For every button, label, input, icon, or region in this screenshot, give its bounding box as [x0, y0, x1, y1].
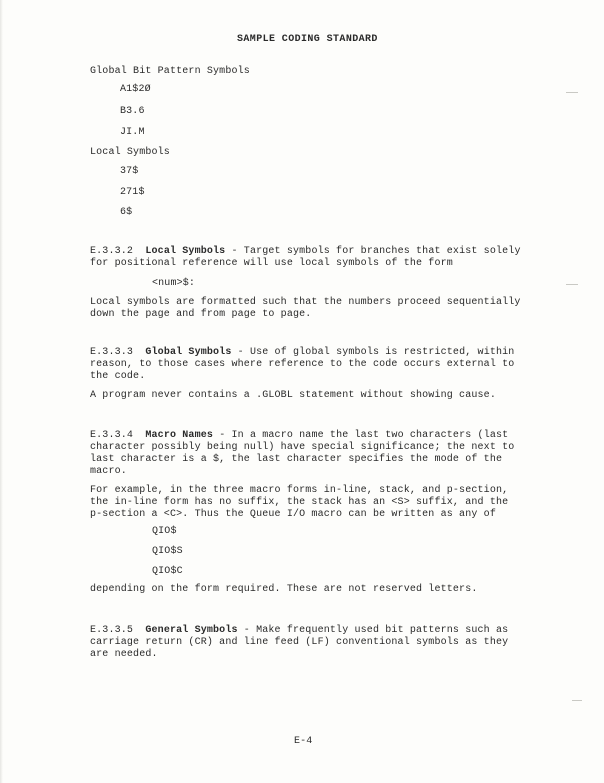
section-dash: -	[225, 246, 244, 257]
section-title: Global Symbols	[145, 347, 232, 358]
section-number: E.3.3.2	[90, 246, 134, 257]
section-dash: -	[237, 625, 257, 636]
global-bit-heading: Global Bit Pattern Symbols	[90, 66, 250, 77]
paragraph-line: p-section a <C>. Thus the Queue I/O macro can be written as any of	[90, 509, 496, 520]
section-dash: -	[231, 347, 250, 358]
section-e332-heading	[90, 246, 521, 258]
global-bit-example: B3.6	[120, 106, 145, 117]
macro-example: QIO$	[152, 526, 177, 537]
section-text-line: character possibly being null) have special significance; the next to	[90, 442, 515, 453]
scan-mark	[572, 700, 582, 701]
section-text-line: are needed.	[90, 649, 158, 660]
page-number: E-4	[294, 736, 313, 747]
scan-mark	[566, 284, 578, 285]
section-e334-heading	[90, 430, 508, 442]
section-dash: -	[213, 430, 232, 441]
local-symbol-form: <num>$:	[152, 278, 196, 289]
scan-edge-shadow	[0, 0, 3, 783]
section-text-line: for positional reference will use local symbols of the form	[90, 258, 453, 269]
paragraph-line: Local symbols are formatted such that the numbers proceed sequentially	[90, 297, 521, 308]
paragraph-line: depending on the form required. These are not reserved letters.	[90, 584, 478, 595]
section-title: Local Symbols	[145, 246, 226, 257]
section-text-line: In a macro name the last two characters (last	[231, 430, 509, 441]
section-e333-heading	[90, 347, 514, 359]
page-title: SAMPLE CODING STANDARD	[237, 34, 378, 45]
local-symbol-example: 271$	[120, 187, 145, 198]
paragraph-line: For example, in the three macro forms in-line, stack, and p-section,	[90, 485, 509, 496]
global-bit-example: JI.M	[120, 127, 145, 138]
section-number: E.3.3.5	[90, 625, 134, 636]
section-title: General Symbols	[145, 625, 238, 636]
section-text-line: Use of global symbols is restricted, within	[249, 347, 515, 358]
paragraph-line: A program never contains a .GLOBL statement without showing cause.	[90, 390, 496, 401]
section-e335-heading	[90, 625, 508, 637]
section-text-line: carriage return (CR) and line feed (LF) conventional symbols as they	[90, 637, 509, 648]
macro-example: QIO$S	[152, 546, 183, 557]
macro-example: QIO$C	[152, 566, 183, 577]
section-number: E.3.3.3	[90, 347, 134, 358]
scan-mark	[566, 92, 578, 93]
section-text-line: Target symbols for branches that exist solely	[243, 246, 521, 257]
section-title: Macro Names	[145, 430, 214, 441]
section-text-line: reason, to those cases where reference to the code occurs external to	[90, 359, 515, 370]
section-text-line: last character is a $, the last character specifies the mode of the	[90, 454, 503, 465]
section-number: E.3.3.4	[90, 430, 134, 441]
section-text-line: macro.	[90, 466, 127, 477]
paragraph-line: the in-line form has no suffix, the stack has an <S> suffix, and the	[90, 497, 509, 508]
local-symbols-heading: Local Symbols	[90, 147, 170, 158]
section-text-line: Make frequently used bit patterns such as	[256, 625, 509, 636]
section-text-line: the code.	[90, 371, 146, 382]
paragraph-line: down the page and from page to page.	[90, 309, 312, 320]
local-symbol-example: 37$	[120, 166, 139, 177]
local-symbol-example: 6$	[120, 207, 133, 218]
global-bit-example: A1$2Ø	[120, 84, 151, 95]
